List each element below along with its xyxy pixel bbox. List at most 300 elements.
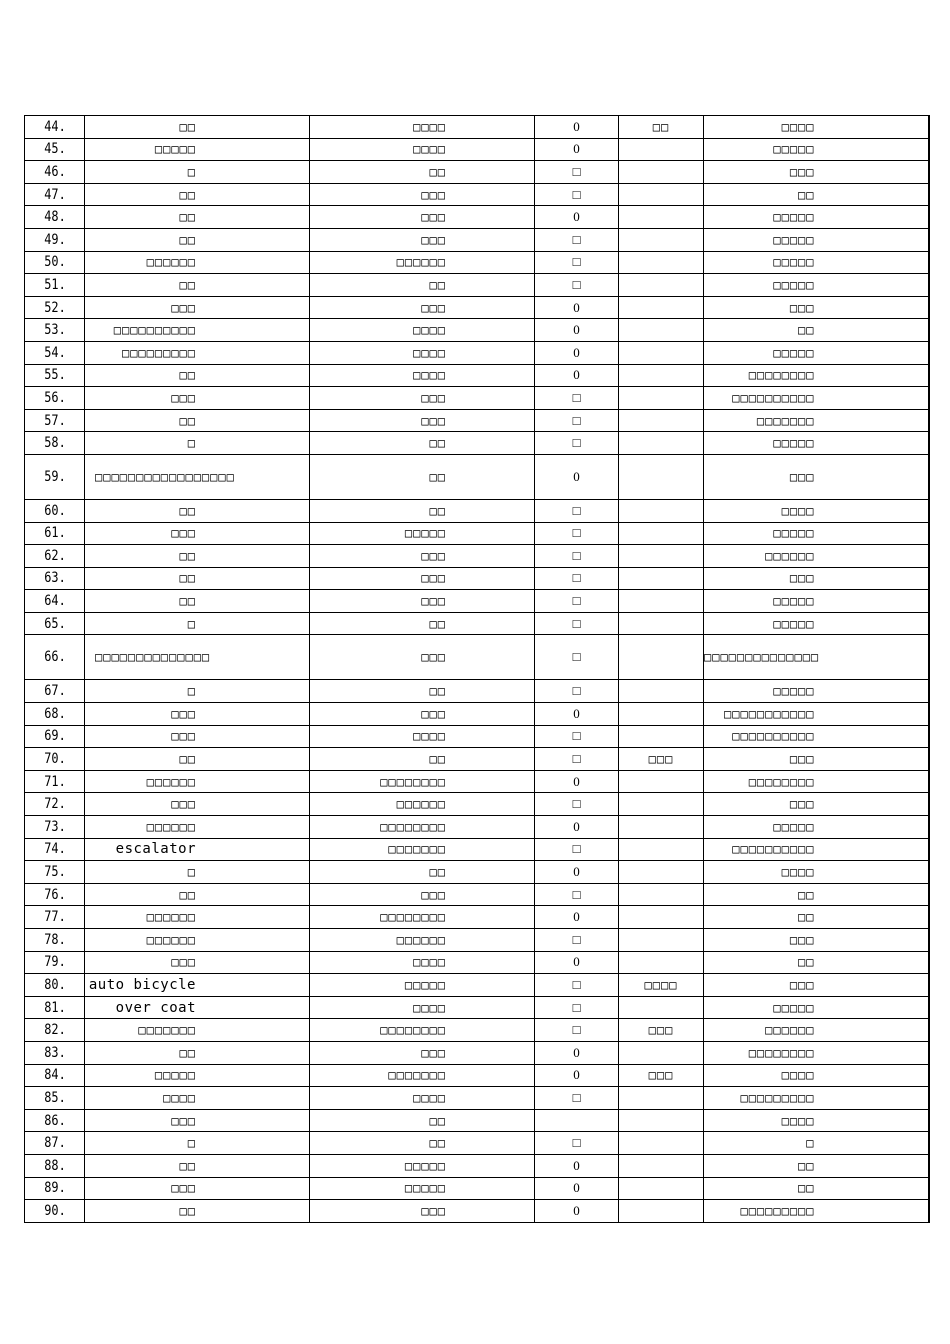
reading-cell-text: □□□ bbox=[421, 210, 446, 225]
meaning-cell bbox=[704, 1087, 929, 1110]
term-cell-text: □□ bbox=[179, 277, 196, 292]
term-cell-text: □□□□□□ bbox=[146, 932, 196, 947]
mark-cell-text: □ bbox=[572, 886, 581, 902]
reading-cell bbox=[310, 341, 535, 364]
mark-cell bbox=[535, 996, 619, 1019]
meaning-cell bbox=[704, 183, 929, 206]
mark-cell-text: □ bbox=[572, 931, 581, 947]
reading-cell-text: □□□ bbox=[421, 1045, 446, 1060]
term-cell-text: □□ bbox=[179, 210, 196, 225]
reading-cell bbox=[310, 1154, 535, 1177]
table-row bbox=[25, 1154, 929, 1177]
row-number bbox=[29, 748, 80, 771]
meaning-cell bbox=[704, 951, 929, 974]
term-cell-text: □□ bbox=[179, 119, 196, 134]
mark-cell-text: □ bbox=[572, 570, 581, 586]
term-cell bbox=[85, 906, 310, 929]
row-number bbox=[29, 680, 80, 703]
table-row bbox=[25, 228, 929, 251]
term-cell-text: □□ bbox=[179, 1203, 196, 1218]
mark-cell-text: □ bbox=[572, 615, 581, 631]
mark-cell bbox=[535, 454, 619, 499]
mark-cell bbox=[535, 228, 619, 251]
row-number bbox=[29, 567, 80, 590]
reading-cell-text: □□□□ bbox=[413, 1090, 446, 1105]
table-row bbox=[25, 364, 929, 387]
mark-cell-text: □ bbox=[572, 276, 581, 292]
term-cell-text: □□□□□□ bbox=[146, 910, 196, 925]
reading-cell bbox=[310, 635, 535, 680]
row-number bbox=[29, 725, 80, 748]
reading-cell-text: □□□ bbox=[421, 548, 446, 563]
term-cell bbox=[85, 296, 310, 319]
table-row bbox=[25, 770, 929, 793]
row-number-text: 80. bbox=[43, 976, 66, 993]
meaning-cell bbox=[704, 1109, 929, 1132]
reading-cell bbox=[310, 183, 535, 206]
note-cell bbox=[619, 341, 704, 364]
mark-cell bbox=[535, 929, 619, 952]
mark-cell bbox=[535, 567, 619, 590]
mark-cell-text: □ bbox=[572, 976, 581, 992]
row-number bbox=[29, 138, 80, 161]
term-cell-text: □□□□□□□ bbox=[138, 1023, 196, 1038]
note-cell bbox=[619, 364, 704, 387]
term-cell bbox=[85, 883, 310, 906]
mark-cell-text: □ bbox=[572, 525, 581, 541]
mark-cell bbox=[535, 364, 619, 387]
mark-cell-text: □ bbox=[572, 163, 581, 179]
reading-cell bbox=[310, 432, 535, 455]
meaning-cell bbox=[704, 228, 929, 251]
row-number bbox=[29, 1064, 80, 1087]
reading-cell-text: □□□ bbox=[421, 571, 446, 586]
reading-cell-text: □□ bbox=[429, 1136, 446, 1151]
table-row bbox=[25, 793, 929, 816]
note-cell-text: □□□ bbox=[648, 752, 674, 767]
table-row bbox=[25, 974, 929, 997]
term-cell-text: □□ bbox=[179, 752, 196, 767]
term-cell bbox=[85, 748, 310, 771]
meaning-cell-text: □□□□□ bbox=[773, 277, 815, 292]
meaning-cell-text: □□ bbox=[798, 887, 815, 902]
term-cell bbox=[85, 816, 310, 839]
table-row bbox=[25, 251, 929, 274]
term-cell-text: □□□□ bbox=[163, 1090, 196, 1105]
row-number bbox=[29, 590, 80, 613]
meaning-cell-text: □□□□ bbox=[781, 503, 815, 518]
reading-cell-text: □□ bbox=[429, 684, 446, 699]
row-number bbox=[29, 409, 80, 432]
reading-cell bbox=[310, 861, 535, 884]
reading-cell-text: □□ bbox=[429, 752, 446, 767]
meaning-cell bbox=[704, 274, 929, 297]
row-number bbox=[29, 183, 80, 206]
mark-cell-text: □ bbox=[572, 593, 581, 609]
mark-cell bbox=[535, 116, 619, 139]
meaning-cell bbox=[704, 612, 929, 635]
reading-cell bbox=[310, 793, 535, 816]
term-cell-text: □□ bbox=[179, 368, 196, 383]
meaning-cell-text: □□□□□□□□ bbox=[748, 774, 815, 789]
mark-cell-text: □ bbox=[572, 751, 581, 767]
mark-cell bbox=[535, 1109, 619, 1132]
row-number-text: 63. bbox=[43, 570, 66, 587]
mark-cell bbox=[535, 161, 619, 184]
meaning-cell-text: □ bbox=[806, 1136, 815, 1151]
reading-cell bbox=[310, 906, 535, 929]
mark-cell-text: □ bbox=[572, 547, 581, 563]
meaning-cell-text: □□□□□□ bbox=[765, 1023, 815, 1038]
note-cell bbox=[619, 296, 704, 319]
term-cell-text: □□□□□ bbox=[154, 142, 196, 157]
reading-cell bbox=[310, 251, 535, 274]
note-cell bbox=[619, 567, 704, 590]
row-number bbox=[29, 1132, 80, 1155]
meaning-cell bbox=[704, 432, 929, 455]
row-number-text: 75. bbox=[43, 864, 66, 881]
reading-cell bbox=[310, 296, 535, 319]
mark-cell-text: 0 bbox=[573, 367, 580, 383]
note-cell bbox=[619, 183, 704, 206]
term-cell bbox=[85, 680, 310, 703]
mark-cell-text: 0 bbox=[573, 344, 580, 360]
table-row bbox=[25, 929, 929, 952]
table-row bbox=[25, 161, 929, 184]
note-cell bbox=[619, 612, 704, 635]
reading-cell bbox=[310, 1041, 535, 1064]
row-number bbox=[29, 770, 80, 793]
mark-cell-text: 0 bbox=[573, 818, 580, 834]
meaning-cell-text: □□□□□ bbox=[773, 1000, 815, 1015]
mark-cell-text: 0 bbox=[573, 864, 580, 880]
reading-cell-text: □□□□□□□ bbox=[388, 1068, 446, 1083]
meaning-cell-text: □□□□ bbox=[781, 1113, 815, 1128]
term-cell-text: escalator bbox=[115, 841, 196, 858]
term-cell-text: □□□ bbox=[171, 729, 196, 744]
row-number-text: 86. bbox=[43, 1112, 66, 1129]
row-number bbox=[29, 341, 80, 364]
row-number-text: 68. bbox=[43, 705, 66, 722]
meaning-cell bbox=[704, 861, 929, 884]
note-cell bbox=[619, 1041, 704, 1064]
row-number-text: 84. bbox=[43, 1067, 66, 1084]
meaning-cell-text: □□□□□□□□□□ bbox=[732, 390, 815, 405]
meaning-cell bbox=[704, 1041, 929, 1064]
table-row bbox=[25, 138, 929, 161]
meaning-cell-text: □□□ bbox=[789, 164, 815, 179]
meaning-cell bbox=[704, 567, 929, 590]
reading-cell bbox=[310, 770, 535, 793]
row-number-text: 61. bbox=[43, 525, 66, 542]
meaning-cell-text: □□□□□□□□□ bbox=[740, 1090, 815, 1105]
term-cell-text: □□□ bbox=[171, 526, 196, 541]
reading-cell-text: □□□□□□ bbox=[396, 255, 446, 270]
row-number-text: 65. bbox=[43, 615, 66, 632]
row-number-text: 83. bbox=[43, 1044, 66, 1061]
term-cell bbox=[85, 522, 310, 545]
table-row bbox=[25, 1064, 929, 1087]
note-cell bbox=[619, 838, 704, 861]
term-cell bbox=[85, 116, 310, 139]
term-cell bbox=[85, 1109, 310, 1132]
reading-cell-text: □□□ bbox=[421, 887, 446, 902]
term-cell-text: □ bbox=[187, 616, 196, 631]
meaning-cell bbox=[704, 545, 929, 568]
row-number bbox=[29, 635, 80, 680]
term-cell bbox=[85, 409, 310, 432]
term-cell bbox=[85, 1200, 310, 1223]
term-cell bbox=[85, 1041, 310, 1064]
mark-cell bbox=[535, 183, 619, 206]
reading-cell bbox=[310, 567, 535, 590]
reading-cell-text: □□ bbox=[429, 436, 446, 451]
row-number-text: 81. bbox=[43, 999, 66, 1016]
meaning-cell bbox=[704, 748, 929, 771]
reading-cell bbox=[310, 116, 535, 139]
row-number-text: 54. bbox=[43, 344, 66, 361]
term-cell bbox=[85, 567, 310, 590]
note-cell bbox=[619, 748, 704, 771]
meaning-cell-text: □□ bbox=[798, 910, 815, 925]
mark-cell-text: 0 bbox=[573, 1180, 580, 1196]
meaning-cell bbox=[704, 522, 929, 545]
reading-cell bbox=[310, 319, 535, 342]
table-row bbox=[25, 206, 929, 229]
reading-cell-text: □□□□ bbox=[413, 119, 446, 134]
meaning-cell-text: □□□□□ bbox=[773, 210, 815, 225]
term-cell bbox=[85, 499, 310, 522]
note-cell bbox=[619, 906, 704, 929]
row-number-text: 47. bbox=[43, 186, 66, 203]
mark-cell bbox=[535, 341, 619, 364]
note-cell bbox=[619, 432, 704, 455]
table-row bbox=[25, 341, 929, 364]
note-cell bbox=[619, 319, 704, 342]
table-row bbox=[25, 1109, 929, 1132]
row-number bbox=[29, 816, 80, 839]
reading-cell bbox=[310, 612, 535, 635]
mark-cell bbox=[535, 206, 619, 229]
meaning-cell bbox=[704, 816, 929, 839]
term-cell bbox=[85, 974, 310, 997]
term-cell-text: □□ bbox=[179, 187, 196, 202]
mark-cell-text: □ bbox=[572, 841, 581, 857]
term-cell bbox=[85, 703, 310, 726]
meaning-cell bbox=[704, 725, 929, 748]
term-cell-text: □□□ bbox=[171, 955, 196, 970]
note-cell bbox=[619, 1154, 704, 1177]
reading-cell-text: □□□ bbox=[421, 300, 446, 315]
table-row bbox=[25, 612, 929, 635]
meaning-cell-text: □□□□□ bbox=[773, 616, 815, 631]
mark-cell-text: 0 bbox=[573, 322, 580, 338]
note-cell-text: □□ bbox=[652, 119, 670, 134]
mark-cell bbox=[535, 251, 619, 274]
reading-cell-text: □□□ bbox=[421, 232, 446, 247]
meaning-cell-text: □□□□□□ bbox=[765, 548, 815, 563]
note-cell bbox=[619, 725, 704, 748]
meaning-cell bbox=[704, 1064, 929, 1087]
term-cell-text: □□□ bbox=[171, 1113, 196, 1128]
table-row bbox=[25, 725, 929, 748]
row-number bbox=[29, 1041, 80, 1064]
row-number bbox=[29, 1109, 80, 1132]
row-number-text: 46. bbox=[43, 163, 66, 180]
table-body bbox=[25, 116, 929, 1223]
note-cell bbox=[619, 274, 704, 297]
row-number-text: 60. bbox=[43, 502, 66, 519]
mark-cell-text: □ bbox=[572, 231, 581, 247]
mark-cell-text: 0 bbox=[573, 1044, 580, 1060]
row-number-text: 44. bbox=[43, 118, 66, 135]
mark-cell-text: □ bbox=[572, 796, 581, 812]
mark-cell bbox=[535, 1019, 619, 1042]
term-cell bbox=[85, 228, 310, 251]
note-cell bbox=[619, 1064, 704, 1087]
term-cell-text: over coat bbox=[115, 999, 196, 1016]
reading-cell-text: □□□□ bbox=[413, 368, 446, 383]
term-cell bbox=[85, 1154, 310, 1177]
meaning-cell bbox=[704, 838, 929, 861]
meaning-cell bbox=[704, 974, 929, 997]
mark-cell bbox=[535, 522, 619, 545]
meaning-cell-text: □□□□□□□□ bbox=[748, 1045, 815, 1060]
note-cell bbox=[619, 206, 704, 229]
mark-cell bbox=[535, 748, 619, 771]
reading-cell-text: □□□□□ bbox=[404, 526, 446, 541]
row-number bbox=[29, 1200, 80, 1223]
reading-cell bbox=[310, 545, 535, 568]
term-cell bbox=[85, 1019, 310, 1042]
meaning-cell bbox=[704, 319, 929, 342]
row-number bbox=[29, 1019, 80, 1042]
meaning-cell-text: □□□□ bbox=[781, 1068, 815, 1083]
mark-cell-text: 0 bbox=[573, 118, 580, 134]
row-number bbox=[29, 116, 80, 139]
meaning-cell bbox=[704, 387, 929, 410]
meaning-cell bbox=[704, 883, 929, 906]
row-number bbox=[29, 793, 80, 816]
mark-cell-text: □ bbox=[572, 1135, 581, 1151]
note-cell bbox=[619, 228, 704, 251]
note-cell bbox=[619, 861, 704, 884]
meaning-cell bbox=[704, 454, 929, 499]
term-cell-text: □□□ bbox=[171, 390, 196, 405]
table-row bbox=[25, 522, 929, 545]
term-cell bbox=[85, 861, 310, 884]
meaning-cell-text: □□□ bbox=[789, 932, 815, 947]
meaning-cell bbox=[704, 996, 929, 1019]
note-cell bbox=[619, 454, 704, 499]
table-row bbox=[25, 319, 929, 342]
term-cell-text: □□□□□□ bbox=[146, 819, 196, 834]
term-cell bbox=[85, 725, 310, 748]
mark-cell bbox=[535, 409, 619, 432]
note-cell bbox=[619, 1109, 704, 1132]
table-row bbox=[25, 409, 929, 432]
reading-cell-text: □□□□□□□□ bbox=[380, 910, 446, 925]
meaning-cell bbox=[704, 635, 929, 680]
meaning-cell-text: □□□□□□□□□□□□□□ bbox=[704, 650, 820, 665]
term-cell-text: □□ bbox=[179, 413, 196, 428]
term-cell-text: □□ bbox=[179, 571, 196, 586]
mark-cell-text: 0 bbox=[573, 773, 580, 789]
reading-cell bbox=[310, 206, 535, 229]
table-row bbox=[25, 883, 929, 906]
mark-cell-text: 0 bbox=[573, 468, 580, 484]
meaning-cell-text: □□□□□□□□□□ bbox=[732, 842, 815, 857]
table-row bbox=[25, 1177, 929, 1200]
term-cell-text: □□□ bbox=[171, 1181, 196, 1196]
meaning-cell-text: □□□□ bbox=[781, 119, 815, 134]
row-number-text: 49. bbox=[43, 231, 66, 248]
table-row bbox=[25, 183, 929, 206]
row-number-text: 53. bbox=[43, 322, 66, 339]
mark-cell bbox=[535, 906, 619, 929]
row-number-text: 51. bbox=[43, 276, 66, 293]
row-number bbox=[29, 838, 80, 861]
row-number-text: 48. bbox=[43, 209, 66, 226]
table-row bbox=[25, 387, 929, 410]
table-row bbox=[25, 1019, 929, 1042]
mark-cell-text: □ bbox=[572, 649, 581, 665]
mark-cell-text: 0 bbox=[573, 954, 580, 970]
note-cell bbox=[619, 545, 704, 568]
row-number-text: 50. bbox=[43, 254, 66, 271]
meaning-cell-text: □□□□□□□□ bbox=[748, 368, 815, 383]
note-cell bbox=[619, 996, 704, 1019]
mark-cell-text: □ bbox=[572, 186, 581, 202]
row-number bbox=[29, 274, 80, 297]
reading-cell-text: □□□□□ bbox=[404, 1181, 446, 1196]
term-cell bbox=[85, 206, 310, 229]
mark-cell bbox=[535, 974, 619, 997]
term-cell-text: □ bbox=[187, 684, 196, 699]
term-cell-text: □□□ bbox=[171, 797, 196, 812]
reading-cell-text: □□□□ bbox=[413, 142, 446, 157]
table-row bbox=[25, 996, 929, 1019]
mark-cell bbox=[535, 703, 619, 726]
table-row bbox=[25, 748, 929, 771]
mark-cell bbox=[535, 296, 619, 319]
table-row bbox=[25, 545, 929, 568]
reading-cell bbox=[310, 1109, 535, 1132]
note-cell bbox=[619, 883, 704, 906]
note-cell bbox=[619, 522, 704, 545]
mark-cell bbox=[535, 1132, 619, 1155]
term-cell bbox=[85, 770, 310, 793]
note-cell bbox=[619, 387, 704, 410]
reading-cell-text: □□ bbox=[429, 469, 446, 484]
vocabulary-table bbox=[24, 115, 930, 1223]
mark-cell-text: 0 bbox=[573, 299, 580, 315]
term-cell bbox=[85, 1087, 310, 1110]
row-number bbox=[29, 1177, 80, 1200]
meaning-cell bbox=[704, 703, 929, 726]
note-cell bbox=[619, 635, 704, 680]
term-cell bbox=[85, 951, 310, 974]
meaning-cell-text: □□□□□ bbox=[773, 232, 815, 247]
mark-cell-text: 0 bbox=[573, 705, 580, 721]
term-cell-text: □ bbox=[187, 436, 196, 451]
mark-cell-text: □ bbox=[572, 412, 581, 428]
note-cell bbox=[619, 929, 704, 952]
note-cell bbox=[619, 251, 704, 274]
meaning-cell-text: □□□ bbox=[789, 300, 815, 315]
meaning-cell-text: □□□□□□□□□□□ bbox=[724, 706, 815, 721]
mark-cell-text: 0 bbox=[573, 1067, 580, 1083]
